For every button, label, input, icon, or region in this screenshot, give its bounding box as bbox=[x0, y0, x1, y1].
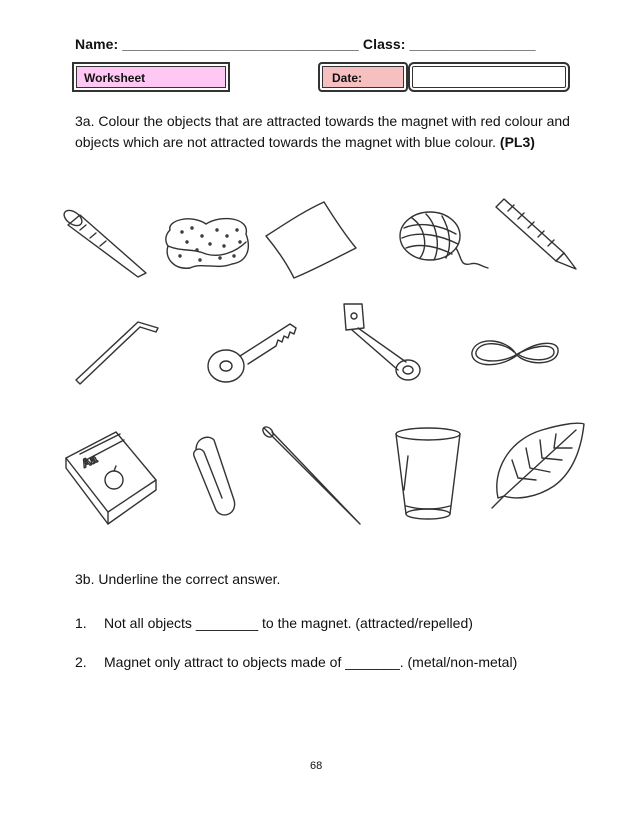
paper-icon[interactable] bbox=[262, 198, 362, 280]
name-blank[interactable]: ______________________________ bbox=[122, 36, 359, 52]
rubber-band-icon[interactable] bbox=[466, 334, 564, 374]
question-3b-heading: 3b. Underline the correct answer. bbox=[75, 571, 281, 587]
class-label: Class: bbox=[362, 36, 406, 52]
date-field[interactable] bbox=[408, 62, 570, 92]
name-class-line bbox=[75, 36, 536, 52]
date-label: Date: bbox=[332, 71, 363, 85]
pencil-icon[interactable] bbox=[492, 197, 584, 275]
question-3a-text: 3a. Colour the objects that are attracted towards the magnet with red colour and objects which are not attracted towards the magnet with blue colour. bbox=[75, 113, 570, 150]
leaf-icon[interactable] bbox=[488, 420, 588, 510]
allen-key-icon[interactable] bbox=[72, 318, 162, 386]
answer-1-text[interactable]: Not all objects ________ to the magnet. (attracted/repelled) bbox=[104, 615, 473, 631]
question-3a bbox=[75, 111, 575, 153]
answer-1-number: 1. bbox=[75, 615, 87, 631]
date-label-box bbox=[318, 62, 408, 92]
answer-2-number: 2. bbox=[75, 654, 87, 670]
worksheet-box bbox=[72, 62, 230, 92]
key-icon[interactable] bbox=[204, 316, 304, 388]
nail-icon[interactable] bbox=[60, 205, 155, 280]
worksheet-label: Worksheet bbox=[84, 71, 146, 85]
sponge-icon[interactable] bbox=[162, 212, 252, 277]
answer-2-text[interactable]: Magnet only attract to objects made of _______. (metal/non-metal) bbox=[104, 654, 518, 670]
eraser-label: Aa bbox=[79, 451, 100, 471]
glass-icon[interactable] bbox=[392, 426, 464, 522]
name-label: Name: bbox=[75, 36, 119, 52]
paper-clip-icon[interactable] bbox=[178, 430, 238, 520]
class-blank[interactable]: ________________ bbox=[409, 36, 536, 52]
safety-pin-icon[interactable] bbox=[326, 300, 426, 385]
eraser-icon[interactable] bbox=[62, 428, 162, 526]
needle-icon[interactable] bbox=[256, 420, 366, 528]
yarn-ball-icon[interactable] bbox=[398, 208, 493, 270]
question-3a-level: (PL3) bbox=[499, 134, 535, 150]
page-number: 68 bbox=[310, 760, 323, 772]
